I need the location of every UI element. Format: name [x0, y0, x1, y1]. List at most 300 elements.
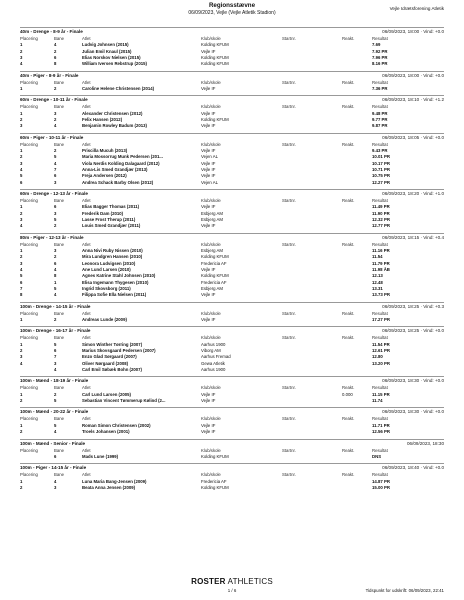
result-club: Vejle IF	[201, 316, 216, 322]
result-place: 5	[20, 273, 23, 279]
result-result: 7.36 PR	[372, 85, 388, 91]
result-athlete: Andreas Lunde (2009)	[82, 316, 127, 322]
column-header-start: Startnr.	[282, 241, 296, 247]
result-club: Kolding KFUM	[201, 273, 229, 279]
result-athlete: Mira Lundgren Hansen (2010)	[82, 254, 143, 260]
result-club: Kolding KFUM	[201, 54, 229, 60]
event-time-wind: 06/09/2023, 18:40 · Vind: +0.0	[382, 465, 444, 471]
result-club: Kolding KFUM	[201, 42, 229, 48]
result-lane: 3	[54, 248, 57, 254]
event-time-wind: 06/09/2023, 18:10 · Vind: +1.2	[382, 97, 444, 103]
result-result: 12.27 PR	[372, 179, 390, 185]
result-react: 0.000	[342, 391, 353, 397]
result-lane: 4	[54, 123, 57, 129]
column-header-club: Klub/skole	[201, 141, 221, 147]
result-club: Vejle IF	[201, 429, 216, 435]
event-header	[20, 439, 444, 448]
result-athlete: Beata Anna Jensen (2009)	[82, 484, 136, 490]
event-name: 100m - Drenge - 16-17 år - Finale	[20, 328, 91, 334]
result-lane: 5	[54, 341, 57, 347]
event-name: 80m - Piger - 12-13 år - Finale	[20, 234, 84, 240]
result-lane: 3	[54, 110, 57, 116]
column-header-start: Startnr.	[282, 335, 296, 341]
column-header-athlete: Atlet	[82, 385, 91, 391]
column-header-result: Resultat	[372, 104, 388, 110]
column-header-react: Reakt.	[342, 141, 355, 147]
result-place: 4	[20, 167, 23, 173]
result-lane: 2	[54, 223, 57, 229]
result-athlete: Felix Hansen (2012)	[82, 117, 123, 123]
column-header-place: Placering	[20, 472, 38, 478]
result-result: 10.71 PR	[372, 167, 390, 173]
column-header-place: Placering	[20, 141, 38, 147]
result-place: 3	[20, 160, 23, 166]
column-header-lane: Bane	[54, 198, 65, 204]
event-name: 60m - Drenge - 10-11 år - Finale	[20, 97, 88, 103]
result-lane: 2	[54, 117, 57, 123]
result-athlete: Ingrid Skovsborg (2011)	[82, 285, 131, 291]
result-place: 2	[20, 254, 23, 260]
result-club: Vejen AL	[201, 179, 218, 185]
column-header-place: Placering	[20, 335, 38, 341]
result-club: Viborg AM	[201, 348, 221, 353]
column-header-lane: Bane	[54, 385, 65, 391]
result-result: 8.16 PR	[372, 61, 388, 67]
result-place: 1	[20, 248, 23, 254]
column-header-lane: Bane	[54, 310, 65, 316]
result-result: 11.71 PR	[372, 422, 390, 428]
column-header-react: Reakt.	[342, 104, 355, 110]
result-club: Esbjerg AM	[201, 216, 223, 222]
column-header-lane: Bane	[54, 335, 65, 341]
column-header-club: Klub/skole	[201, 447, 221, 453]
result-lane: 3	[54, 360, 57, 366]
result-place: 1	[20, 148, 23, 154]
event-header	[20, 376, 444, 385]
column-header-club: Klub/skole	[201, 416, 221, 422]
result-result: 9.87 PR	[372, 123, 388, 129]
result-result: 17.27 PR	[372, 316, 390, 322]
column-header-result: Resultat	[372, 198, 388, 204]
result-athlete: Mads Lune (1999)	[82, 453, 119, 459]
result-lane: 2	[54, 316, 57, 322]
event-time-wind: 06/09/2023, 18:30 · Vind: +0.0	[382, 378, 444, 384]
result-result: 12.61 PR	[372, 348, 390, 353]
event-name: 100m - Mænd - 20-22 år - Finale	[20, 409, 89, 415]
result-club: Vejle IF	[201, 85, 216, 91]
result-place: 1	[20, 42, 23, 48]
result-athlete: Anna Nivi Ruby Nissen (2010)	[82, 248, 143, 254]
result-lane: 6	[54, 54, 57, 60]
column-header-place: Placering	[20, 241, 38, 247]
column-header-athlete: Atlet	[82, 447, 91, 453]
roster-athletics-logo	[0, 577, 464, 586]
result-club: Esbjerg AM	[201, 248, 223, 254]
column-header-result: Resultat	[372, 385, 388, 391]
result-place: 4	[20, 223, 23, 229]
result-lane: 8	[54, 61, 57, 67]
result-athlete: Oliver Nørgaard (2008)	[82, 360, 129, 366]
result-club: Aarhus 1900	[201, 366, 226, 372]
column-header-club: Klub/skole	[201, 79, 221, 85]
event-time-wind: 06/09/2023, 18:15 · Vind: +0.4	[382, 234, 444, 240]
event-block	[20, 233, 444, 299]
event-block	[20, 463, 444, 491]
result-row	[20, 223, 444, 229]
column-header-athlete: Atlet	[82, 472, 91, 478]
result-row	[20, 367, 444, 373]
event-time-wind: 06/09/2023, 18:00 · Vind: +0.0	[382, 72, 444, 78]
result-lane: 5	[54, 397, 57, 403]
result-athlete: Frederik Dam (2010)	[82, 210, 124, 216]
result-club: Gewa Atletik	[201, 360, 225, 366]
column-header-react: Reakt.	[342, 241, 355, 247]
result-club: Kolding KFUM	[201, 254, 229, 260]
result-place: 2	[20, 484, 23, 490]
column-header-athlete: Atlet	[82, 335, 91, 341]
result-result: 10.01 PR	[372, 154, 390, 160]
event-name: 100m - Piger - 14-15 år - Finale	[20, 465, 87, 471]
result-lane: 3	[54, 210, 57, 216]
result-athlete: Roman Simon Christensen (2002)	[82, 422, 151, 428]
column-header-club: Klub/skole	[201, 241, 221, 247]
result-athlete: Filippa Sofie Ella Nielsen (2011)	[82, 292, 147, 298]
result-row	[20, 317, 444, 323]
column-header-start: Startnr.	[282, 104, 296, 110]
column-header-result: Resultat	[372, 79, 388, 85]
result-club: Fredericia AF	[201, 260, 227, 266]
result-lane: 5	[54, 216, 57, 222]
result-lane: 5	[54, 154, 57, 160]
result-lane: 5	[54, 422, 57, 428]
column-header-athlete: Atlet	[82, 79, 91, 85]
result-result: 13.73 PR	[372, 292, 390, 298]
result-lane: 4	[54, 429, 57, 435]
result-lane: 6	[54, 173, 57, 179]
result-club: Vejle IF	[201, 204, 216, 210]
column-header-lane: Bane	[54, 36, 65, 41]
result-club: Kolding KFUM	[201, 61, 229, 67]
result-place: 4	[20, 61, 23, 67]
meet-date-venue: 06/09/2023, Vejle (Vejle Atletik Stadion)	[188, 10, 276, 16]
result-lane: 2	[54, 85, 57, 91]
results-list	[20, 27, 444, 494]
result-athlete: Benjamin Rowley Badum (2013)	[82, 123, 147, 129]
result-place: 2	[20, 48, 23, 54]
result-result: 10.17 PR	[372, 160, 390, 166]
result-place: 3	[20, 123, 23, 129]
column-header-lane: Bane	[54, 447, 65, 453]
column-header-result: Resultat	[372, 416, 388, 422]
event-header	[20, 27, 444, 36]
result-athlete: Elias Norskov Nielsen (2015)	[82, 54, 141, 60]
result-result: 12.56 PR	[372, 429, 390, 435]
column-header-club: Klub/skole	[201, 385, 221, 391]
result-athlete: Enzo Glad Sørgaard (2007)	[82, 354, 137, 360]
result-place: 2	[20, 154, 23, 160]
result-result: 11.16 PR	[372, 248, 390, 254]
result-athlete: Maria Mossorrug Munk Pedersen (201...	[82, 154, 163, 160]
column-header-place: Placering	[20, 447, 38, 453]
page-title: Regionsstævne	[208, 2, 256, 9]
result-row	[20, 61, 444, 67]
event-header	[20, 326, 444, 335]
result-club: Vejle IF	[201, 391, 216, 397]
result-athlete: Simon Winther Tørring (2007)	[82, 341, 143, 347]
result-athlete: Sebastian Vincent Tømmerup Kølind (2...	[82, 397, 166, 403]
result-lane: 2	[54, 148, 57, 154]
result-lane: 2	[54, 391, 57, 397]
column-header-react: Reakt.	[342, 447, 355, 453]
brand-name-bold: ROSTER	[191, 577, 226, 586]
result-place: 2	[20, 117, 23, 123]
result-lane: 7	[54, 167, 57, 173]
column-header-result: Resultat	[372, 241, 388, 247]
column-header-athlete: Atlet	[82, 104, 91, 110]
event-name: 40m - Drenge - 8-9 år - Finale	[20, 29, 83, 34]
result-athlete: Viola Nerdis Kolding Dalagaard (2012)	[82, 160, 160, 166]
column-header-place: Placering	[20, 310, 38, 316]
result-athlete: Carl Lund Larsen (2005)	[82, 391, 131, 397]
event-header	[20, 95, 444, 104]
column-header-start: Startnr.	[282, 447, 296, 453]
column-header-lane: Bane	[54, 141, 65, 147]
column-header-start: Startnr.	[282, 416, 296, 422]
result-lane: 3	[54, 484, 57, 490]
result-result: 9.43 PR	[372, 148, 388, 154]
result-club: Vejle IF	[201, 173, 216, 179]
result-club: Aarhus Fremad	[201, 354, 231, 360]
column-header-place: Placering	[20, 385, 38, 391]
organizer-name: Vejle Idrætsforening Atletik	[389, 6, 444, 11]
result-place: 6	[20, 179, 23, 185]
result-result: 11.54	[372, 254, 383, 260]
result-result: 11.79 PR	[372, 260, 390, 266]
result-place: 3	[20, 216, 23, 222]
result-lane: 2	[54, 48, 57, 54]
event-block	[20, 439, 444, 461]
result-lane: 4	[54, 366, 57, 372]
result-athlete: Elias Bagger Thomas (2011)	[82, 204, 140, 210]
result-lane: 1	[54, 279, 57, 285]
result-athlete: Ludvig Johnsen (2015)	[82, 42, 129, 48]
result-row	[20, 123, 444, 129]
result-result: 12.77 PR	[372, 223, 390, 229]
column-header-place: Placering	[20, 104, 38, 110]
column-header-react: Reakt.	[342, 198, 355, 204]
result-place: 1	[20, 391, 23, 397]
result-club: Vejle IF	[201, 292, 216, 298]
event-block	[20, 71, 444, 93]
column-header-start: Startnr.	[282, 310, 296, 316]
event-header	[20, 133, 444, 142]
result-row	[20, 485, 444, 491]
print-timestamp: Tidspunkt for udskrift: 06/09/2023, 22:41	[365, 588, 444, 593]
result-row	[20, 86, 444, 92]
result-result: 7.69	[372, 42, 381, 48]
result-lane: 4	[54, 478, 57, 484]
column-header-club: Klub/skole	[201, 36, 221, 41]
result-lane: 2	[54, 254, 57, 260]
column-header-lane: Bane	[54, 104, 65, 110]
event-header	[20, 407, 444, 416]
column-header-place: Placering	[20, 36, 38, 41]
column-header-start: Startnr.	[282, 472, 296, 478]
result-athlete: Caroline Helene Christensen (2014)	[82, 85, 155, 91]
event-time-wind: 06/09/2023, 18:00 · Vind: +0.0	[382, 29, 444, 34]
result-club: Vejle IF	[201, 397, 216, 403]
event-time-wind: 06/09/2023, 18:05 · Vind: +0.0	[382, 134, 444, 140]
event-header	[20, 463, 444, 472]
event-time-wind: 06/09/2023, 18:30	[406, 440, 444, 446]
column-header-athlete: Atlet	[82, 141, 91, 147]
event-header	[20, 189, 444, 198]
result-club: Kolding KFUM	[201, 117, 229, 123]
result-club: Vejle IF	[201, 148, 216, 154]
event-header	[20, 71, 444, 80]
result-lane: 8	[54, 273, 57, 279]
page-number: 1 / 6	[227, 588, 237, 593]
result-athlete: Luna Maria Bang-Jensen (2009)	[82, 478, 147, 484]
result-place: 3	[20, 260, 23, 266]
result-place: 2	[20, 397, 23, 403]
column-header-club: Klub/skole	[201, 472, 221, 478]
result-lane: 4	[54, 292, 57, 298]
result-place: 1	[20, 341, 23, 347]
page-footer	[0, 577, 464, 600]
result-place: 1	[20, 422, 23, 428]
result-club: Vejle IF	[201, 123, 216, 129]
result-athlete: Priscilla Mucuh (2013)	[82, 148, 128, 154]
result-row	[20, 398, 444, 404]
result-row	[20, 292, 444, 298]
column-header-lane: Bane	[54, 472, 65, 478]
result-result: 14.87 PR	[372, 478, 390, 484]
result-result: 7.92 PR	[372, 48, 388, 54]
column-header-lane: Bane	[54, 416, 65, 422]
result-club: Vejle IF	[201, 48, 216, 54]
column-header-athlete: Atlet	[82, 198, 91, 204]
event-block	[20, 326, 444, 373]
result-result: 11.54 PR	[372, 341, 390, 347]
event-time-wind: 06/09/2023, 18:20 · Vind: +1.0	[382, 191, 444, 197]
column-header-result: Resultat	[372, 447, 388, 453]
event-name: 60m - Drenge - 12-13 år - Finale	[20, 191, 88, 197]
result-lane: 6	[54, 348, 57, 353]
event-time-wind: 06/09/2023, 18:25 · Vind: +0.0	[382, 328, 444, 334]
event-name: 100m - Mænd - Senior - Finale	[20, 440, 86, 446]
result-lane: 3	[54, 179, 57, 185]
event-name: 100m - Drenge - 14-15 år - Finale	[20, 303, 91, 309]
result-club: Kolding KFUM	[201, 484, 229, 490]
column-header-athlete: Atlet	[82, 416, 91, 422]
column-header-react: Reakt.	[342, 385, 355, 391]
result-club: Vejle IF	[201, 223, 216, 229]
result-place: 5	[20, 173, 23, 179]
result-lane: 6	[54, 453, 57, 459]
result-place: 8	[20, 292, 23, 298]
result-athlete: Andrea Schack Barby Olsen (2012)	[82, 179, 154, 185]
result-result: 9.77 PR	[372, 117, 388, 123]
column-header-result: Resultat	[372, 472, 388, 478]
result-club: Vejle IF	[201, 160, 216, 166]
result-result: 9.48 PR	[372, 110, 388, 116]
column-header-start: Startnr.	[282, 79, 296, 85]
brand-name-light: ATHLETICS	[225, 577, 273, 586]
result-lane: 7	[54, 354, 57, 360]
result-athlete: Julian Emil Knaul (2015)	[82, 48, 132, 54]
column-header-start: Startnr.	[282, 198, 296, 204]
result-row	[20, 180, 444, 186]
result-lane: 6	[54, 260, 57, 266]
result-place: 1	[20, 204, 23, 210]
column-header-result: Resultat	[372, 310, 388, 316]
result-result: 12.32 PR	[372, 216, 390, 222]
column-header-club: Klub/skole	[201, 198, 221, 204]
column-header-react: Reakt.	[342, 36, 355, 41]
result-place: 4	[20, 360, 23, 366]
result-athlete: Carl Emil Søbæk Bohn (2007)	[82, 366, 142, 372]
result-club: Aarhus 1900	[201, 341, 226, 347]
event-header	[20, 302, 444, 311]
result-club: Vejen AL	[201, 154, 218, 160]
result-club: Vejle IF	[201, 266, 216, 272]
result-result: 12.13	[372, 273, 383, 279]
result-result: 12.48	[372, 279, 383, 285]
event-name: 100m - Mænd - 18-19 år - Finale	[20, 378, 89, 384]
result-place: 2	[20, 429, 23, 435]
event-header	[20, 233, 444, 242]
column-header-place: Placering	[20, 198, 38, 204]
result-place: 7	[20, 285, 23, 291]
column-header-react: Reakt.	[342, 335, 355, 341]
result-athlete: Ane Lund Larsen (2010)	[82, 266, 131, 272]
column-header-place: Placering	[20, 79, 38, 85]
column-header-result: Resultat	[372, 335, 388, 341]
result-result: 15.00 PR	[372, 484, 390, 490]
result-result: 11.15 PR	[372, 391, 390, 397]
column-header-result: Resultat	[372, 141, 388, 147]
column-header-place: Placering	[20, 416, 38, 422]
result-athlete: Alexander Christensen (2012)	[82, 110, 143, 116]
result-result: 11.49 PR	[372, 204, 390, 210]
result-place: 2	[20, 210, 23, 216]
result-athlete: William Iversen Rebstrup (2015)	[82, 61, 147, 67]
column-header-lane: Bane	[54, 79, 65, 85]
result-row	[20, 429, 444, 435]
event-block	[20, 95, 444, 129]
result-athlete: Leonora Ludvigsen (2010)	[82, 260, 136, 266]
result-place: 3	[20, 54, 23, 60]
column-header-start: Startnr.	[282, 385, 296, 391]
result-place: 6	[20, 279, 23, 285]
event-name: 60m - Piger - 10-11 år - Finale	[20, 134, 84, 140]
event-block	[20, 376, 444, 404]
column-header-react: Reakt.	[342, 79, 355, 85]
event-time-wind: 06/09/2023, 18:25 · Vind: +0.3	[382, 303, 444, 309]
result-result: 11.98 ÅB	[372, 266, 390, 272]
result-athlete: Freja Andersen (2012)	[82, 173, 127, 179]
column-header-react: Reakt.	[342, 472, 355, 478]
event-block	[20, 133, 444, 186]
column-header-start: Startnr.	[282, 36, 296, 41]
result-place: 1	[20, 85, 23, 91]
result-result: 11.90 PR	[372, 210, 390, 216]
result-athlete: Louis Smed Grandjær (2011)	[82, 223, 141, 229]
result-result: 7.96 PR	[372, 54, 388, 60]
result-athlete: Anna-Lis Smed Grandjær (2013)	[82, 167, 148, 173]
column-header-result: Resultat	[372, 36, 388, 41]
